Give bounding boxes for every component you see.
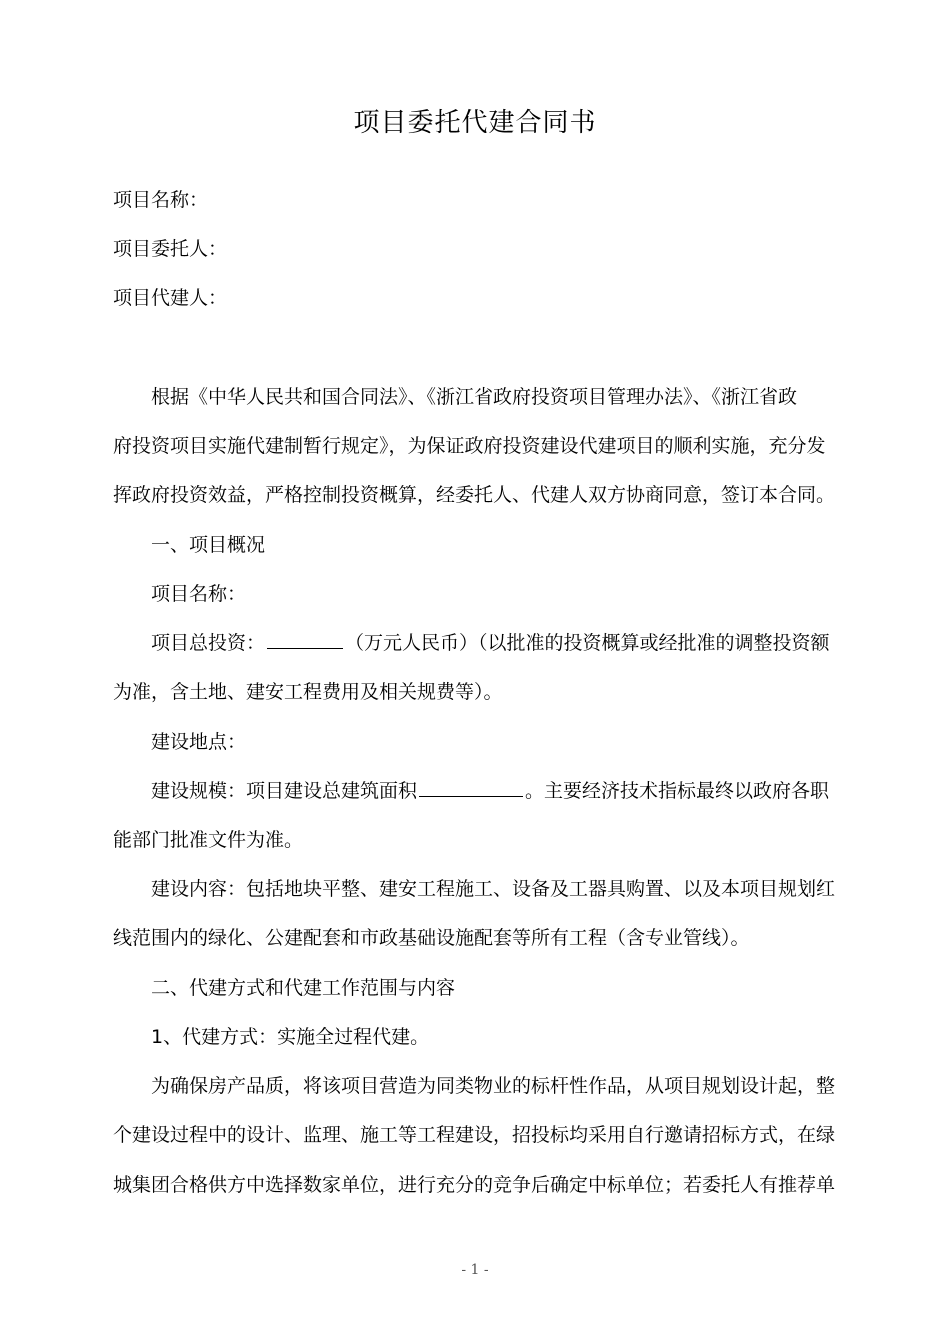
- investment-label: 项目总投资：: [151, 632, 266, 654]
- preamble-line-2: 府投资项目实施代建制暂行规定》，为保证政府投资建设代建项目的顺利实施，充分发: [113, 435, 826, 457]
- field-client: 项目委托人：: [113, 238, 228, 260]
- investment-blank: [267, 628, 343, 649]
- scale-label: 建设规模：项目建设总建筑面积: [151, 780, 418, 802]
- document-title: 项目委托代建合同书: [353, 108, 597, 138]
- investment-line-2: 为准，含土地、建安工程费用及相关规费等）。: [113, 681, 503, 703]
- investment-line: [151, 628, 843, 658]
- preamble-line-1: 根据《中华人民共和国合同法》、《浙江省政府投资项目管理办法》、《浙江省政: [151, 386, 798, 408]
- content-line-1: 建设内容：包括地块平整、建安工程施工、设备及工器具购置、以及本项目规划红: [151, 878, 836, 900]
- field-agent-builder: 项目代建人：: [113, 287, 228, 309]
- section2-heading: 二、代建方式和代建工作范围与内容: [151, 977, 456, 999]
- page-number: - 1 -: [461, 1262, 489, 1278]
- section2-para-line-2: 个建设过程中的设计、监理、施工等工程建设，招投标均采用自行邀请招标方式，在绿: [113, 1124, 836, 1146]
- section2-para-line-3: 城集团合格供方中选择数家单位，进行充分的竞争后确定中标单位；若委托人有推荐单: [113, 1174, 836, 1196]
- investment-note: （万元人民币）（以批准的投资概算或经批准的调整投资额: [345, 632, 830, 654]
- section2-method: 1、代建方式：实施全过程代建。: [151, 1026, 430, 1048]
- scale-line-2: 能部门批准文件为准。: [113, 829, 304, 851]
- area-blank: [419, 776, 523, 797]
- scale-note: 。主要经济技术指标最终以政府各职: [525, 780, 830, 802]
- field-project-name: 项目名称：: [113, 189, 209, 211]
- content-line-2: 线范围内的绿化、公建配套和市政基础设施配套等所有工程（含专业管线）。: [113, 927, 750, 949]
- location-line: 建设地点：: [151, 731, 247, 753]
- section2-para-line-1: 为确保房产品质，将该项目营造为同类物业的标杆性作品，从项目规划设计起，整: [151, 1075, 836, 1097]
- scale-line: [151, 776, 843, 806]
- section1-heading: 一、项目概况: [151, 534, 266, 556]
- preamble-line-3: 挥政府投资效益，严格控制投资概算，经委托人、代建人双方协商同意，签订本合同。: [113, 484, 836, 506]
- section1-project-name: 项目名称：: [151, 583, 247, 605]
